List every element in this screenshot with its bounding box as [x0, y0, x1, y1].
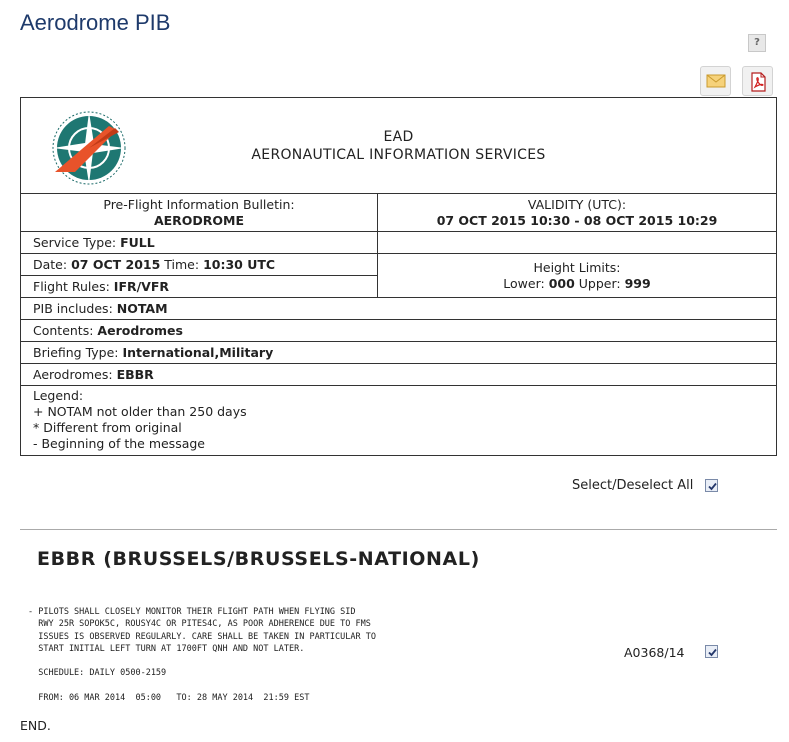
aerodromes-cell [21, 364, 777, 386]
pib-includes-cell [21, 298, 777, 320]
pdf-button[interactable] [742, 66, 773, 96]
email-button[interactable] [700, 66, 731, 96]
notam-id: A0368/14 [624, 645, 685, 660]
header-banner [21, 98, 777, 194]
checkmark-icon [707, 647, 718, 658]
service-type-value: FULL [120, 235, 155, 250]
validity-value: 07 OCT 2015 10:30 - 08 OCT 2015 10:29 [436, 212, 718, 228]
time-label: Time: [164, 257, 200, 272]
upper-label: Upper: [578, 275, 621, 291]
envelope-icon [706, 72, 726, 90]
height-limits-cell [378, 254, 777, 298]
contents-cell [21, 320, 777, 342]
header-service: AERONAUTICAL INFORMATION SERVICES [251, 147, 546, 163]
pdf-icon [748, 72, 768, 92]
lower-value: 000 [548, 275, 575, 291]
validity-cell [378, 194, 777, 232]
contents-value: Aerodromes [97, 323, 183, 338]
legend-title: Legend: [33, 388, 84, 403]
select-all-label: Select/Deselect All [572, 478, 694, 493]
bulletin-title-line2: AERODROME [153, 212, 245, 228]
service-type-label: Service Type: [33, 235, 117, 250]
bulletin-title-line1: Pre-Flight Information Bulletin: [103, 196, 295, 212]
help-button[interactable]: ? [748, 34, 766, 52]
legend-item: * Different from original [33, 420, 182, 435]
legend-item: - Beginning of the message [33, 436, 205, 451]
validity-label: VALIDITY (UTC): [527, 196, 627, 212]
pib-includes-label: PIB includes: [33, 301, 113, 316]
end-marker: END. [20, 718, 51, 733]
pib-includes-value: NOTAM [116, 301, 168, 316]
flight-rules-value: IFR/VFR [113, 279, 170, 294]
date-value: 07 OCT 2015 [71, 257, 161, 272]
aerodromes-label: Aerodromes: [33, 367, 113, 382]
service-type-cell [21, 232, 378, 254]
flight-rules-label: Flight Rules: [33, 279, 110, 294]
section-divider [20, 529, 777, 530]
header-org: EAD [383, 129, 414, 145]
height-limits-label: Height Limits: [533, 259, 621, 275]
checkmark-icon [707, 481, 718, 492]
empty-cell [378, 232, 777, 254]
time-value: 10:30 UTC [203, 257, 276, 272]
bulletin-title-cell [21, 194, 378, 232]
aerodromes-value: EBBR [116, 367, 154, 382]
upper-value: 999 [624, 275, 651, 291]
legend-cell [21, 386, 777, 456]
briefing-type-value: International,Military [122, 345, 274, 360]
date-time-cell [21, 254, 378, 276]
page-title: Aerodrome PIB [20, 10, 171, 35]
select-all-checkbox[interactable] [705, 479, 718, 492]
flight-rules-cell [21, 276, 378, 298]
legend-item: + NOTAM not older than 250 days [33, 404, 247, 419]
contents-label: Contents: [33, 323, 94, 338]
aerodrome-heading: EBBR (BRUSSELS/BRUSSELS-NATIONAL) [37, 548, 480, 570]
notam-text: - PILOTS SHALL CLOSELY MONITOR THEIR FLIGHT PATH WHEN FLYING SID RWY 25R SOPOK5C, ROUSY4C OR PITES4C, AS POOR ADHERENCE DUE TO FMS ISSUES IS OBSERVED REGULARLY. CARE SHALL BE TAKEN IN PARTICULAR TO START INITIAL LEFT TURN AT 1700FT QNH AND NOT LATER. SCHEDULE: DAILY 0500-2159 FROM: 06 MAR 2014 05:00 TO: 28 MAY 2014 21:59 EST [28, 607, 376, 704]
briefing-type-label: Briefing Type: [33, 345, 119, 360]
notam-checkbox[interactable] [705, 645, 718, 658]
lower-label: Lower: [503, 275, 545, 291]
briefing-type-cell [21, 342, 777, 364]
pib-header-table [20, 97, 777, 456]
date-label: Date: [33, 257, 68, 272]
